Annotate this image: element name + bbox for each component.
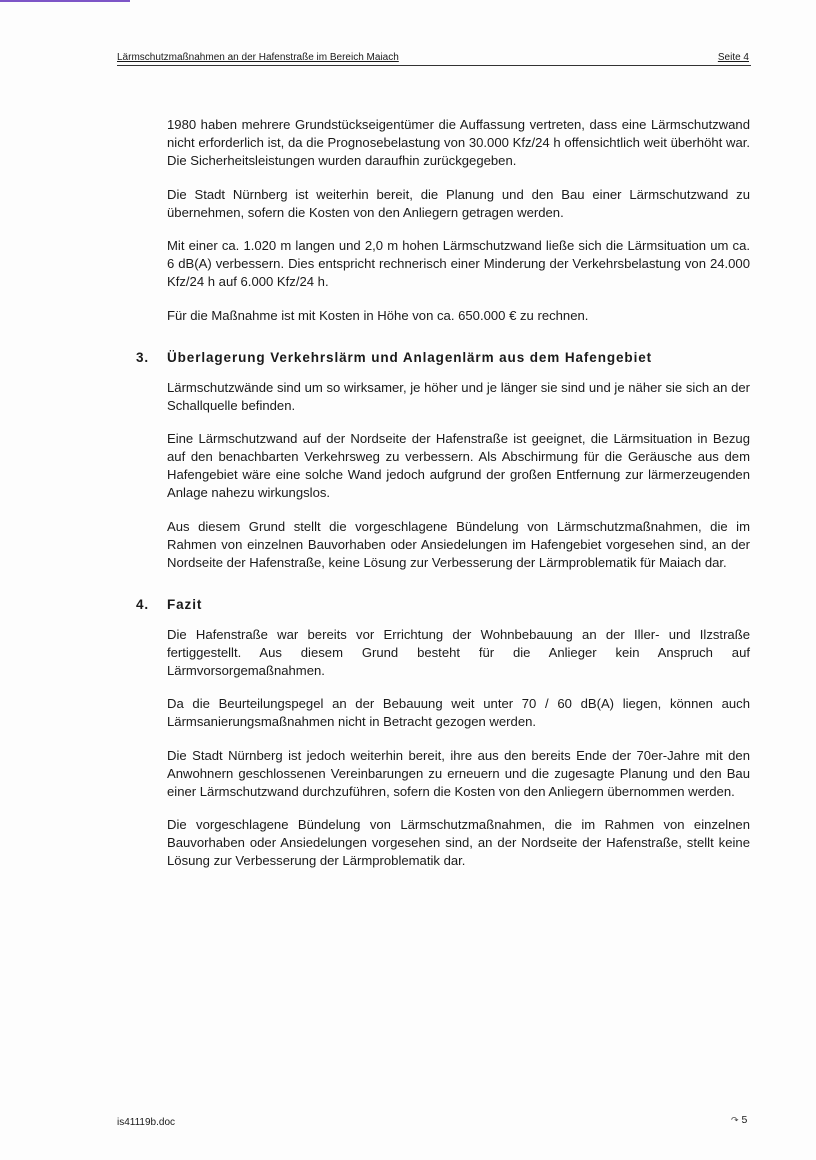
paragraph: Für die Maßnahme ist mit Kosten in Höhe von ca. 650.000 € zu rechnen. bbox=[167, 307, 589, 323]
section-number: 3. bbox=[136, 349, 150, 365]
footer-file-name: is41119b.doc bbox=[117, 1117, 176, 1128]
arrow-icon: ↷ bbox=[731, 1115, 739, 1125]
section-number: 4. bbox=[136, 596, 150, 612]
section-title: Fazit bbox=[167, 596, 203, 612]
section-heading bbox=[136, 349, 750, 367]
footer-next-page bbox=[731, 1114, 747, 1126]
paragraph: Die Stadt Nürnberg ist jedoch weiterhin bereit, ihre aus den bereits Ende der 70er-Jahre mit den Anwohnern geschlossenen Vereinbarungen zu erneuern und die zugesagte Planung und den Bau einer Lärmschutzwand durchzuführen, sofern die Kosten von den Anliegern übernommen werden. bbox=[167, 747, 750, 799]
paragraph: Eine Lärmschutzwand auf der Nordseite der Hafenstraße ist geeignet, die Lärmsituation in Bezug auf den benachbarten Verkehrsweg zu verbessern. Als Abschirmung für die Geräusche aus dem Hafengebiet wäre eine solche Wand jedoch aufgrund der großen Entfernung zur lärmerzeugenden Anlage nahezu wirkungslos. bbox=[167, 431, 750, 500]
page-header bbox=[117, 51, 751, 66]
scan-edge-mark bbox=[0, 0, 130, 2]
paragraph: Die Stadt Nürnberg ist weiterhin bereit, die Planung und den Bau einer Lärmschutzwand zu übernehmen, sofern die Kosten von den Anliegern getragen werden. bbox=[167, 186, 750, 220]
document-body bbox=[136, 116, 750, 886]
section-heading bbox=[136, 596, 750, 614]
paragraph: Aus diesem Grund stellt die vorgeschlagene Bündelung von Lärmschutzmaßnahmen, die im Rahmen von einzelnen Bauvorhaben oder Ansiedelungen im Hafengebiet vorgesehen sind, an der Nordseite der Hafenstraße, keine Lösung zur Verbesserung der Lärmproblematik für Maiach dar. bbox=[167, 518, 750, 570]
paragraph: 1980 haben mehrere Grundstückseigentümer die Auffassung vertreten, dass eine Lärmschutzwand nicht erforderlich ist, da die Prognosebelastung von 30.000 Kfz/24 h offensichtlich weit überhöht war. Die Sicherheitsleistungen wurden daraufhin zurückgegeben. bbox=[167, 117, 750, 168]
paragraph: Lärmschutzwände sind um so wirksamer, je höher und je länger sie sind und je näher sie sich an der Schallquelle befinden. bbox=[167, 379, 750, 413]
paragraph: Die vorgeschlagene Bündelung von Lärmschutzmaßnahmen, die im Rahmen von einzelnen Bauvorhaben oder Ansiedelungen vorgesehen sind, an der Nordseite der Hafenstraße, stellt keine Lösung zur Verbesserung der Lärmproblematik dar. bbox=[167, 817, 750, 868]
section-title: Überlagerung Verkehrslärm und Anlagenlärm aus dem Hafengebiet bbox=[167, 349, 653, 365]
paragraph: Da die Beurteilungspegel an der Bebauung weit unter 70 / 60 dB(A) liegen, können auch Lärmsanierungsmaßnahmen nicht in Betracht gezogen werden. bbox=[167, 696, 750, 729]
section-3 bbox=[136, 349, 750, 572]
next-page-number: 5 bbox=[741, 1114, 748, 1126]
section-4 bbox=[136, 596, 750, 871]
header-page-number: Seite 4 bbox=[717, 52, 749, 63]
paragraph: Mit einer ca. 1.020 m langen und 2,0 m hohen Lärmschutzwand ließe sich die Lärmsituation um ca. 6 dB(A) verbessern. Dies entspricht rechnerisch einer Minderung der Verkehrsbelastung von 24.000 Kfz/24 h auf 6.000 Kfz/24 h. bbox=[167, 238, 750, 289]
paragraph: Die Hafenstraße war bereits vor Errichtung der Wohnbebauung an der Iller- und Ilzstraße fertiggestellt. Aus diesem Grund besteht für die Anlieger kein Anspruch auf Lärmvorsorgemaßnahmen. bbox=[167, 626, 750, 678]
header-title: Lärmschutzmaßnahmen an der Hafenstraße im Bereich Maiach bbox=[117, 52, 399, 63]
